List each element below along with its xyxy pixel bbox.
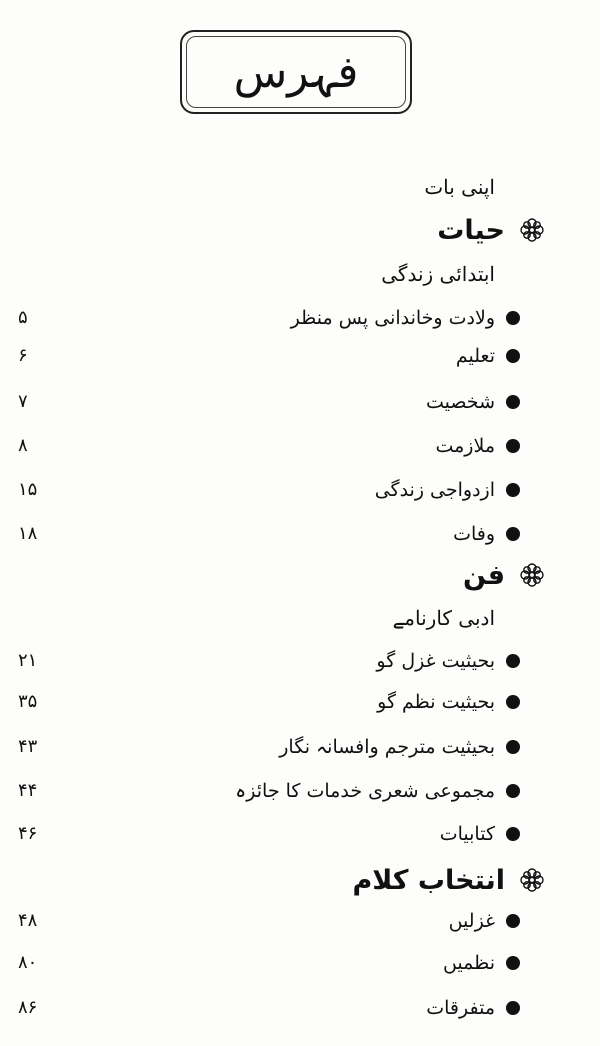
entry-page-number: ۴۴ [18,780,38,801]
entry-label: بحیثیت مترجم وافسانہ نگار [279,736,495,758]
toc-entry[interactable] [0,905,600,939]
page-title: فہرس [233,46,359,98]
bullet-icon [506,956,520,970]
bullet-icon [506,483,520,497]
toc-entry[interactable] [0,430,600,464]
toc-entry[interactable] [0,775,600,809]
flower-ornament-icon [519,217,545,243]
bullet-icon [506,311,520,325]
entry-page-number: ۲۱ [18,650,38,671]
toc-entry[interactable] [0,992,600,1026]
entry-label: تعلیم [455,345,495,367]
toc-entry[interactable] [0,302,600,336]
toc-entry[interactable] [0,474,600,508]
bullet-icon [506,827,520,841]
section-heading-text: فن [463,559,505,591]
bullet-icon [506,695,520,709]
entry-label: ازدواجی زندگی [374,479,495,501]
entry-page-number: ۱۵ [18,479,38,500]
toc-entry[interactable] [0,947,600,981]
bullet-icon [506,654,520,668]
entry-label: وفات [453,523,495,545]
toc-entry[interactable] [0,386,600,420]
toc-entry[interactable] [0,686,600,720]
entry-page-number: ۸۰ [18,952,38,973]
section-heading-2 [463,555,545,595]
entry-page-number: ۱۸ [18,523,38,544]
bullet-icon [506,784,520,798]
section-heading-3 [352,860,545,900]
bullet-icon [506,349,520,363]
entry-page-number: ۸ [18,435,28,456]
flower-ornament-icon [519,562,545,588]
entry-label: ملازمت [435,435,495,457]
section-heading-text: انتخاب کلام [352,864,505,896]
bullet-icon [506,395,520,409]
entry-label: ولادت وخاندانی پس منظر [290,307,495,329]
entry-page-number: ۴۳ [18,736,38,757]
entry-label: شخصیت [425,391,495,413]
entry-label: بحیثیت غزل گو [376,650,495,672]
entry-page-number: ۵ [18,307,28,328]
entry-label: نظمیں [442,952,495,974]
entry-label: متفرقات [426,997,495,1019]
bullet-icon [506,439,520,453]
title-frame [180,30,412,114]
bullet-icon [506,527,520,541]
subheading-2: ادبی کارنامے [392,606,495,630]
entry-label: بحیثیت نظم گو [377,691,495,713]
toc-entry[interactable] [0,818,600,852]
toc-entry[interactable] [0,518,600,552]
bullet-icon [506,914,520,928]
entry-page-number: ۴۸ [18,910,38,931]
toc-entry[interactable] [0,731,600,765]
entry-label: مجموعی شعری خدمات کا جائزہ [235,780,495,802]
section-heading-text: حیات [437,214,505,246]
subheading-1: ابتدائی زندگی [381,262,495,286]
intro-entry: اپنی بات [424,175,495,199]
bullet-icon [506,1001,520,1015]
flower-ornament-icon [519,867,545,893]
entry-page-number: ۶ [18,345,28,366]
entry-page-number: ۸۶ [18,997,38,1018]
entry-page-number: ۳۵ [18,691,38,712]
toc-entry[interactable] [0,340,600,374]
section-heading-1 [437,210,545,250]
entry-page-number: ۷ [18,391,28,412]
entry-page-number: ۴۶ [18,823,38,844]
toc-entry[interactable] [0,645,600,679]
bullet-icon [506,740,520,754]
entry-label: غزلیں [448,910,495,932]
entry-label: کتابیات [439,823,495,845]
